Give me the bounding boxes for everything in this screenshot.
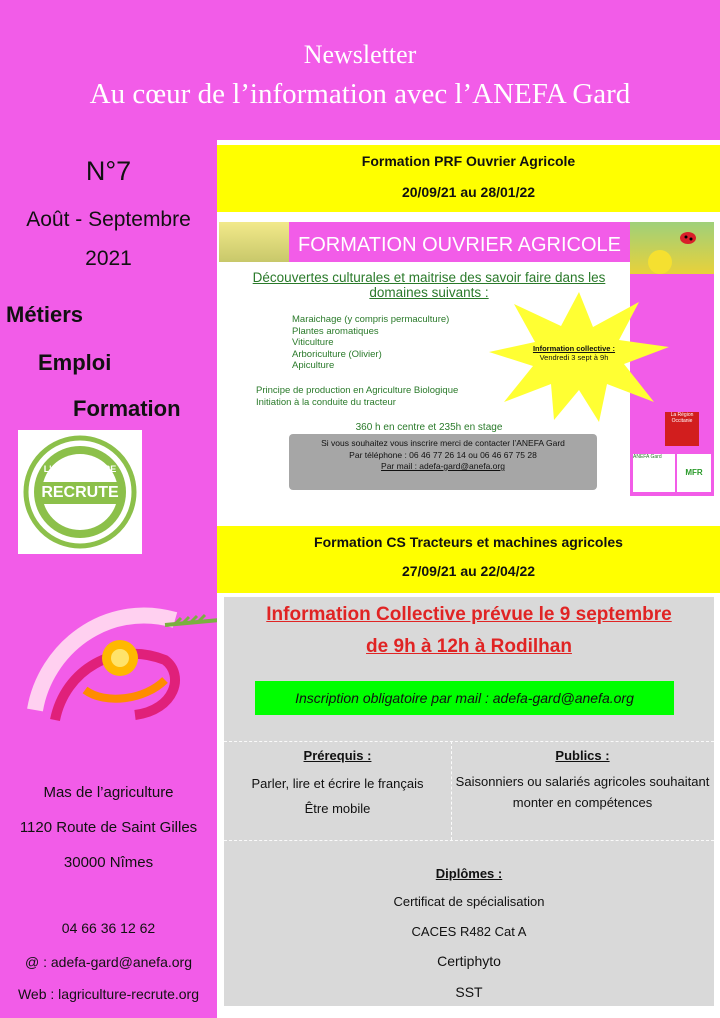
inscription-box[interactable]: Inscription obligatoire par mail : adefa-gard@anefa.org [255,681,674,715]
word-emploi: Emploi [38,350,112,375]
star-text: Vendredi 3 sept à 9h [539,353,609,362]
address-line-1: Mas de l’agriculture [43,784,174,801]
newsletter-header [0,0,720,140]
formation2-banner [217,526,720,593]
diplomes-title: Diplômes : [435,866,503,881]
list-item: Initiation à la conduite du tracteur [256,396,396,408]
contact-line: Par téléphone : 06 46 77 26 14 ou 06 46 67 75 28 [349,449,537,460]
list-item: Apiculture [292,360,335,371]
ladybug-image [630,222,714,274]
flyer-title: FORMATION OUVRIER AGRICOLE [289,222,630,262]
issue-period: Août - Septembre [26,208,191,231]
anefa-logo [633,454,675,492]
diplome-item: SST [455,984,483,1000]
formation1-dates: 20/09/21 au 28/01/22 [401,184,536,200]
flyer-contact-scroll [289,434,597,490]
flyer-domain-list [292,314,449,372]
contact-mail-line[interactable]: Par mail : adefa-gard@anefa.org [381,461,505,471]
list-item: Plantes aromatiques [292,325,379,337]
mfr-logo [677,454,711,492]
publics-title: Publics : [555,748,610,763]
diplome-item: CACES R482 Cat A [411,924,527,939]
header-subtitle: Au cœur de l’information avec l’ANEFA Gard [89,78,631,110]
prerequis-title: Prérequis : [303,748,372,763]
divider [224,840,714,841]
word-metiers: Métiers [6,302,84,327]
diplome-item: Certificat de spécialisation [393,894,545,909]
occitanie-logo [665,412,699,446]
flyer-subtitle-line-2: domaines suivants : [369,285,489,300]
formation2-title: Formation CS Tracteurs et machines agricoles [314,534,623,550]
issue-number: N°7 [85,156,132,186]
sidebar [0,140,217,1018]
issue-year: 2021 [85,247,132,270]
list-item: Maraichage (y compris permaculture) [292,314,450,325]
contact-email[interactable]: @ : adefa-gard@anefa.org [25,954,192,970]
formation2-dates: 27/09/21 au 22/04/22 [401,563,536,579]
list-item: Viticulture [292,337,334,348]
publics-list [451,771,714,813]
ladybug-icon [630,222,714,274]
contact-website[interactable]: Web : lagriculture-recrute.org [17,986,200,1002]
publics-item: monter en compétences [512,795,653,810]
mfr-logo-text: MFR [685,468,703,477]
contact-phone: 04 66 36 12 62 [61,920,156,936]
flyer-subtitle-line-1: Découvertes culturales et maitrise des savoir faire dans les [252,270,606,285]
formation1-banner [217,145,720,212]
header-title: Newsletter [303,40,417,69]
flyer-principles [256,385,458,408]
list-item: Principe de production en Agriculture Biologique [256,385,459,396]
recrute-badge [18,430,142,554]
star-info [524,344,624,362]
prerequis-list [224,771,451,821]
info-collective-line-1: Information Collective prévue le 9 septembre [266,604,672,625]
anefa-logo-text: ANEFA Gard [633,454,662,460]
bee-flower-image [219,222,289,262]
info-collective-line-2: de 9h à 12h à Rodilhan [366,636,572,657]
flyer-hours: 360 h en centre et 235h en stage [355,422,503,433]
prerequis-item: Être mobile [304,801,371,816]
prerequis-item: Parler, lire et écrire le français [251,776,424,791]
list-item: Arboriculture (Olivier) [292,348,382,360]
star-title: Information collective : [532,344,616,353]
divider [224,741,714,742]
diplome-item: Certiphyto [437,953,501,969]
word-formation: Formation [73,396,181,421]
formation1-title: Formation PRF Ouvrier Agricole [361,153,576,169]
address-line-3: 30000 Nîmes [63,854,154,871]
occitanie-logo-text: La Région Occitanie [670,412,694,424]
word-cloud-icon [25,580,220,740]
publics-item: Saisonniers ou salariés agricoles souhaitant [455,774,710,789]
formation-flyer [219,222,714,496]
contact-line: Si vous souhaitez vous inscrire merci de contacter l’ANEFA Gard [321,438,565,448]
badge-top-text: L'AGRICULTURE [43,464,117,474]
badge-main-text: RECRUTE [41,484,119,501]
address-line-2: 1120 Route de Saint Gilles [19,819,198,836]
